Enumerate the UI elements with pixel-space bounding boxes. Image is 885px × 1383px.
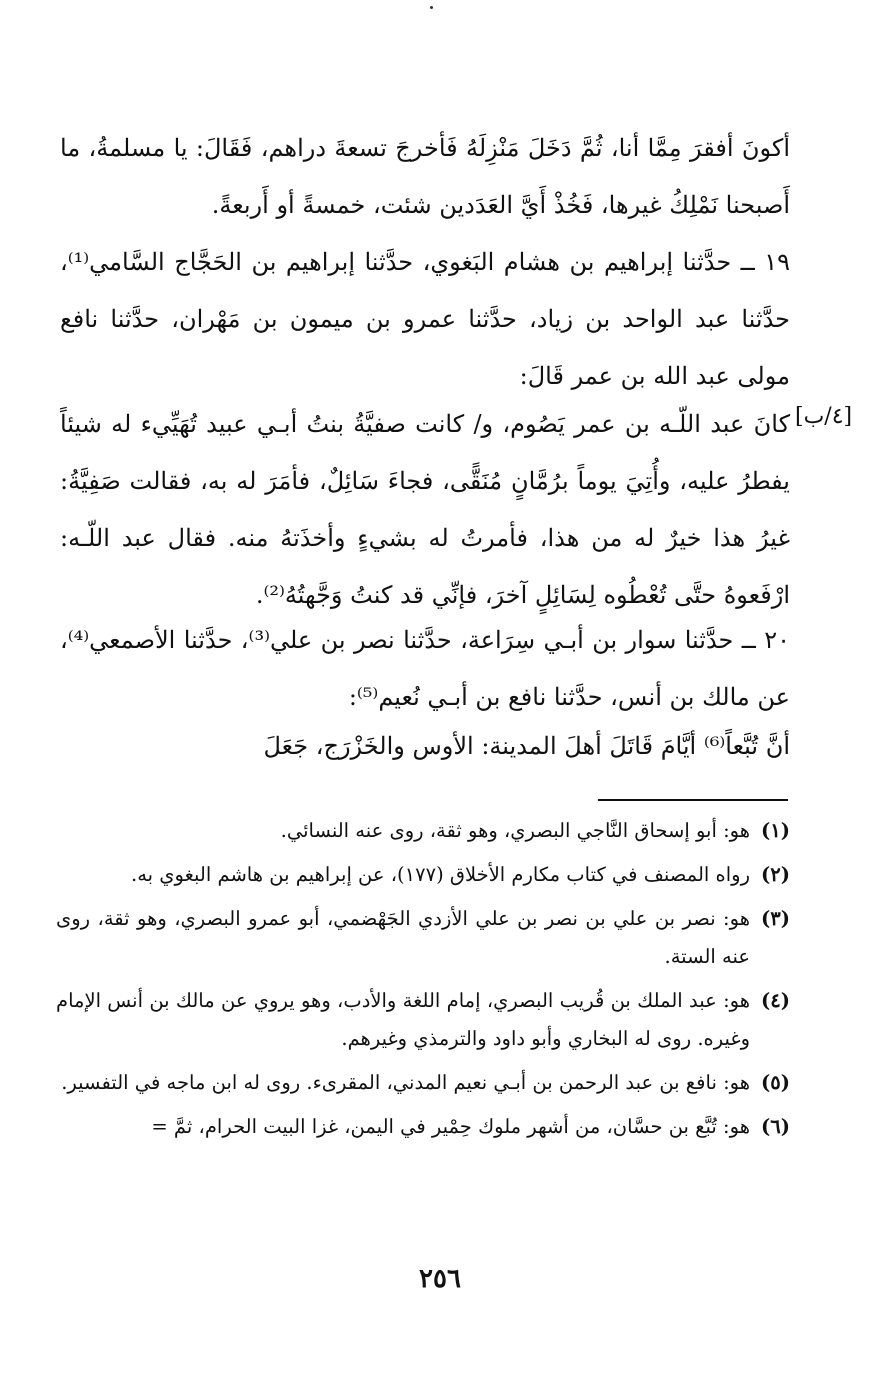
footnote-number: (٢) [761,863,790,886]
page-number: ٢٥٦ [419,1264,461,1294]
hadith-20-text [60,718,790,775]
paragraph-text: ٢٠ ــ حدَّثنا سوار بن أبـي سِرَاعة، حدَّثنا نصر بن علي⁽³⁾، حدَّثنا الأصمعي⁽⁴⁾، عن مالك بن أنس، حدَّثنا نافع بن أبـي نُعيم⁽⁵⁾: [60,626,790,711]
footnote-number: (٥) [761,1071,790,1094]
footnote-text: هو: عبد الملك بن قُريب البصري، إمام اللغة والأدب، وهو يروي عن مالك بن أنس الإمام وغيره. روى له البخاري وأبو داود والترمذي وغيرهم. [56,989,750,1050]
footnote-number: (١) [761,819,790,842]
footnote-item [56,856,790,894]
paragraph-text: أنَّ تُبَّعاً⁽⁶⁾ أيَّامَ قَاتَلَ أهلَ المدينة: الأوس والخَزْرَج، جَعَلَ [263,732,790,760]
footnote-item [56,1108,790,1146]
paragraph-continuation [60,120,790,234]
footnote-text: هو: نافع بن عبد الرحمن بن أبـي نعيم المدني، المقرىء. روى له ابن ماجه في التفسير. [61,1071,750,1094]
footnote-text: هو: تُبَّع بن حسَّان، من أشهر ملوك حِمْير في اليمن، غزا البيت الحرام، ثمَّ = [151,1115,750,1138]
paragraph-text: أكونَ أفقرَ مِمَّا أنا، ثُمَّ دَخَلَ مَنْزِلَهُ فَأخرجَ تسعةَ دراهم، فَقَالَ: يا مسلمةُ، ما أَصبحنا نَمْلِكُ غيرها، فَخُذْ أَيَّ العَدَدين شئت، خمسةً أو أَربعةً. [60,134,790,219]
footnote-text: هو: أبو إسحاق النَّاجي البصري، وهو ثقة، روى عنه النسائي. [280,819,750,842]
page-speck [430,6,433,9]
paragraph-text: ١٩ ــ حدَّثنا إبراهيم بن هشام البَغوي، حدَّثنا إبراهيم بن الحَجَّاج السَّامي⁽¹⁾، حدَّثنا عبد الواحد بن زياد، حدَّثنا عمرو بن ميمون بن مَهْران، حدَّثنا نافع مولى عبد الله بن عمر قَالَ: [60,248,790,390]
footnote-text: رواه المصنف في كتاب مكارم الأخلاق (١٧٧)، عن إبراهيم بن هاشم البغوي به. [131,863,750,886]
paragraph-text: كانَ عبد اللّـه بن عمر يَصُوم، و/ كانت صفيَّةُ بنتُ أبـي عبيد تُهَيِّيء له شيئاً يفطرُ عليه، وأُتِيَ يوماً برُمَّانٍ مُنَقًّى، فجاءَ سَائِلٌ، فأمَرَ له به، فقالت صَفِيَّةُ: غيرُ هذا خيرٌ له من هذا، فأمرتُ له بشيءٍ وأخذَتهُ منه. فقال عبد اللّـه: ارْفَعوهُ حتَّى تُعْطُوه لِسَائِلٍ آخرَ، فإنِّي قد كنتُ وَجَّهتُهُ⁽²⁾. [60,410,790,609]
hadith-20-chain [60,612,790,726]
footnote-text: هو: نصر بن علي بن نصر بن علي الأزدي الجَهْضمي، أبو عمرو البصري، وهو ثقة، روى عنه الستة. [56,907,750,968]
footnote-separator [598,799,788,801]
footnote-item [56,812,790,850]
manuscript-folio-marker: [٤/ب] [795,404,853,429]
footnotes-section [56,812,790,1152]
hadith-19-text [60,396,790,624]
footnote-item [56,900,790,976]
footnote-item [56,1064,790,1102]
footnote-item [56,982,790,1058]
footnote-number: (٣) [761,907,790,930]
footnote-number: (٦) [761,1115,790,1138]
hadith-19-chain [60,234,790,405]
footnote-number: (٤) [761,989,790,1012]
